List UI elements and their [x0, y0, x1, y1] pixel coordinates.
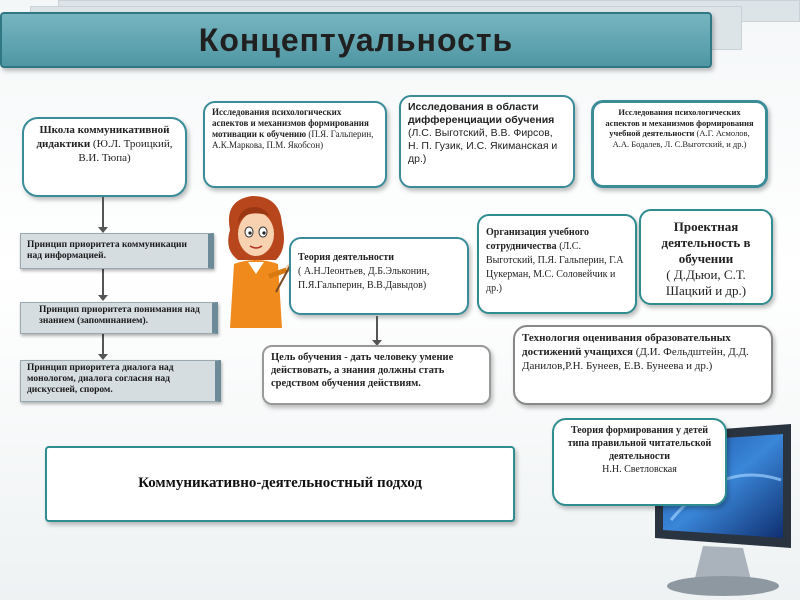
box-differentiation-authors: (Л.С. Выготский, В.В. Фирсов, Н. П. Гузик, И.С. Якиманская и др.) [408, 127, 558, 165]
box-activity-theory-heading: Теория деятельности [298, 252, 394, 263]
box-differentiation [399, 95, 575, 188]
principle-dialogue: Принцип приоритета диалога над монологом, диалога согласия над дискуссией, спором. [20, 360, 221, 402]
arrow-principle1-down-head [98, 295, 108, 301]
box-activity-theory [289, 237, 469, 315]
box-psych-learning-authors: (А.Г. Асмолов, А.А. Бодалев, Л. С.Выготский, и др.) [612, 128, 750, 149]
box-activity-theory-authors: ( А.Н.Леонтьев, Д.Б.Эльконин, П.Я.Гальперин, В.В.Давыдов) [298, 266, 430, 291]
box-assessment [513, 325, 773, 405]
box-goal-text: Цель обучения - дать человеку умение действовать, а знания должны стать средством обучения действиям. [271, 352, 454, 389]
box-school-authors: (Ю.Л. Троицкий, В.И. Тюпа) [78, 138, 173, 164]
box-psych-learning [591, 100, 768, 188]
box-psych-learning-heading: Исследования психологических аспектов и механизмов формирования учебной деятельности [605, 107, 754, 138]
principle-understanding: Принцип приоритета понимания над знанием (запоминанием). [20, 302, 218, 334]
arrow-principle2-down-line [102, 334, 104, 354]
arrow-school-down-line [102, 197, 104, 227]
box-psych-motivation-heading: Исследования психологических аспектов и механизмов формирования мотивации к обучению [212, 107, 369, 139]
box-reading-authors: Н.Н. Светловская [602, 464, 677, 475]
arrow-principle1-down-line [102, 269, 104, 295]
box-project-authors: ( Д.Дьюи, С.Т. Шацкий и др.) [665, 267, 747, 298]
page-title: Концептуальность [198, 22, 514, 58]
teacher-figure [218, 190, 298, 330]
arrow-activity-down-line [376, 316, 378, 340]
box-psych-motivation-authors: (П.Я. Гальперин, А.К.Маркова, П.М. Якобсон) [212, 129, 374, 150]
box-assessment-authors: (Д.И. Фельдштейн, Д.Д. Данилов,Р.Н. Бунеев, Е.В. Бунеева и др.) [522, 346, 749, 372]
box-cooperation-heading: Организация учебного сотрудничества [486, 227, 589, 252]
box-differentiation-heading: Исследования в области дифференциации обучения [408, 101, 555, 126]
box-goal [262, 345, 491, 405]
box-psych-motivation [203, 101, 387, 188]
box-cooperation-authors: (Л.С. Выготский, П.Я. Гальперин, Г.А Цукерман, М.С. Соловейчик и др.) [486, 241, 624, 294]
box-project [639, 209, 773, 305]
principle-communication: Принцип приоритета коммуникации над информацией. [20, 233, 214, 269]
box-reading [552, 418, 727, 506]
box-cooperation [477, 214, 637, 314]
box-reading-heading: Теория формирования у детей типа правильной читательской деятельности [567, 425, 712, 462]
box-school-heading: Школа коммуникативной дидактики [36, 124, 170, 150]
box-project-heading: Проектная деятельность в обучении [661, 219, 751, 266]
box-school [22, 117, 187, 197]
approach-label: Коммуникативно-деятельностный подход [138, 475, 422, 491]
box-assessment-heading: Технология оценивания образовательных достижений учащихся [522, 332, 731, 358]
